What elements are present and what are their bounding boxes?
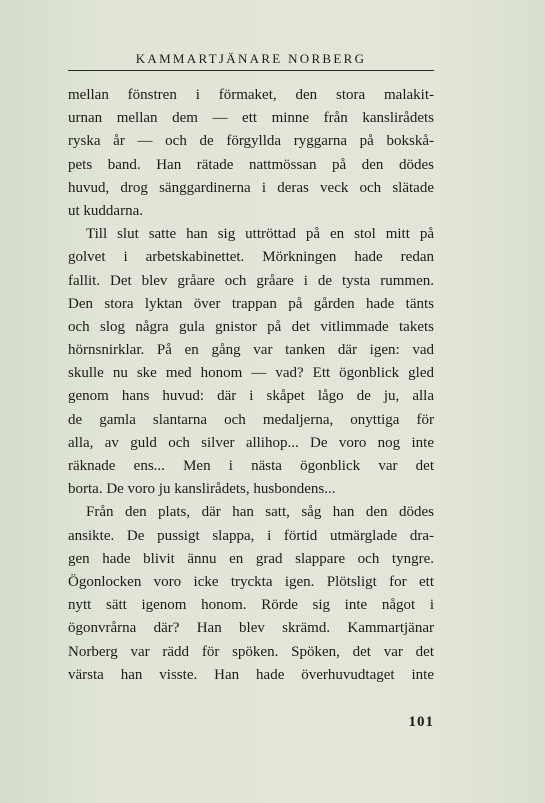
text-line: borta. De voro ju kanslirådets, husbondens... bbox=[68, 481, 336, 498]
text-line: hörnsnirklar. På en gång var tanken där igen: vad bbox=[68, 342, 434, 359]
text-line: genom hans huvud: där i skåpet lågo de ju, alla bbox=[68, 388, 434, 405]
text-line: Från den plats, där han satt, såg han den dödes bbox=[86, 504, 434, 521]
text-line: ögonvrårna där? Han blev skrämd. Kammartjänar bbox=[68, 620, 434, 637]
header-rule bbox=[68, 70, 434, 71]
text-line: alla, av guld och silver allihop... De voro nog inte bbox=[68, 434, 434, 451]
text-line: pets band. Han rätade nattmössan på den dödes bbox=[68, 156, 434, 173]
text-line: Till slut satte han sig uttröttad på en stol mitt på bbox=[86, 226, 434, 243]
text-line: urnan mellan dem — ett minne från kanslirådets bbox=[68, 110, 434, 127]
text-line: gen hade blivit ännu en grad slappare och tyngre. bbox=[68, 550, 434, 567]
text-line: Den stora lyktan över trappan på gården hade tänts bbox=[68, 295, 434, 312]
text-line: golvet i arbetskabinettet. Mörkningen hade redan bbox=[68, 249, 434, 266]
text-line: mellan fönstren i förmaket, den stora malakit- bbox=[68, 87, 434, 103]
text-line: värsta han visste. Han hade överhuvudtaget inte bbox=[68, 666, 434, 683]
text-line: huvud, drog sänggardinerna i deras veck och slätade bbox=[68, 179, 434, 196]
text-line: Norberg var rädd för spöken. Spöken, det var det bbox=[68, 643, 434, 660]
text-line: ut kuddarna. bbox=[68, 202, 143, 219]
text-line: ryska år — och de förgyllda ryggarna på bokskå- bbox=[68, 133, 434, 150]
text-line: de gamla slantarna och medaljerna, onyttiga för bbox=[68, 411, 434, 428]
running-head: KAMMARTJÄNARE NORBERG bbox=[135, 51, 367, 66]
text-line: och slog några gula gnistor på det vitlimmade takets bbox=[68, 318, 434, 335]
page-number: 101 bbox=[408, 714, 434, 730]
text-line: ansikte. De pussigt slappa, i förtid utmärglade dra- bbox=[68, 527, 434, 544]
text-line: fallit. Det blev gråare och gråare i de tysta rummen. bbox=[68, 272, 434, 289]
body-text bbox=[68, 84, 434, 687]
text-line: Ögonlocken voro icke tryckta igen. Plötsligt for ett bbox=[68, 573, 434, 590]
text-line: räknade ens... Men i nästa ögonblick var det bbox=[68, 458, 434, 474]
text-line: nytt sätt igenom honom. Rörde sig inte något i bbox=[68, 597, 434, 614]
text-line: skulle nu ske med honom — vad? Ett ögonblick gled bbox=[68, 365, 434, 382]
